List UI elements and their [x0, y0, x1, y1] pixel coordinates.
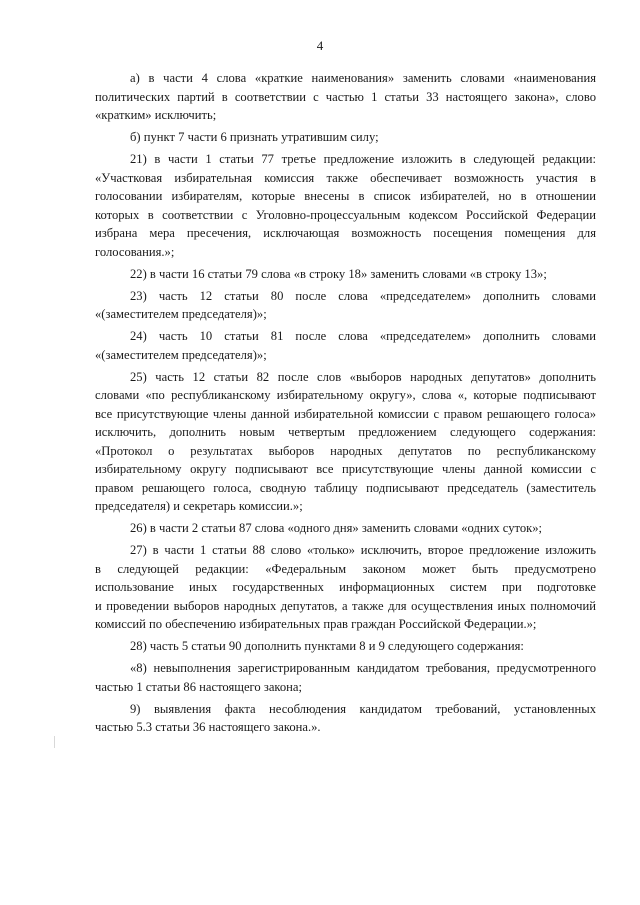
text-line: которых в соответствии с Уголовно-процессуальным кодексом Российской Федерации	[95, 207, 596, 222]
paragraph-item-26	[95, 519, 596, 538]
text-line: частью 1 статьи 86 настоящего закона;	[95, 679, 303, 694]
text-line: правом решающего голоса, сводную таблицу подписывают председатель (заместитель	[95, 480, 596, 495]
text-line: 9) выявления факта несоблюдения кандидатом требований, установленных	[130, 701, 596, 716]
text-line: «кратким» исключить;	[95, 108, 217, 123]
text-line: избирательному округу подписывают все присутствующие члены данной комиссии с	[95, 462, 596, 477]
text-line: 23) часть 12 статьи 80 после слова «председателем» дополнить словами	[130, 288, 596, 303]
paragraph-item-21	[95, 150, 596, 261]
page-number: 4	[316, 38, 324, 53]
paragraph-item-b	[95, 128, 596, 147]
text-line: «(заместителем председателя)»;	[95, 307, 267, 322]
scan-margin-mark	[54, 736, 55, 748]
text-line: 25) часть 12 статьи 82 после слов «выборов народных депутатов» дополнить	[130, 369, 596, 384]
text-line: 21) в части 1 статьи 77 третье предложение изложить в следующей редакции:	[130, 151, 596, 166]
text-line: голосования.»;	[95, 244, 175, 259]
paragraph-item-28-8	[95, 659, 596, 696]
text-line: а) в части 4 слова «краткие наименования» заменить словами «наименования	[130, 71, 596, 85]
text-line: б) пункт 7 части 6 признать утратившим силу;	[130, 130, 379, 145]
text-line: «(заместителем председателя)»;	[95, 347, 267, 362]
text-line: 22) в части 16 статьи 79 слова «в строку 18» заменить словами «в строку 13»;	[130, 266, 547, 281]
text-line: председателя) и секретарь комиссии.»;	[95, 499, 303, 514]
text-line: «Протокол о результатах выборов народных депутатов по республиканскому	[95, 443, 596, 458]
paragraph-item-28	[95, 637, 596, 656]
paragraph-item-22	[95, 265, 596, 284]
text-line: «8) невыполнения зарегистрированным кандидатом требования, предусмотренного	[130, 661, 596, 676]
text-line: комиссий по обеспечению избирательных прав граждан Российской Федерации.»;	[95, 617, 537, 632]
paragraph-item-24	[95, 327, 596, 364]
text-line: 24) часть 10 статьи 81 после слова «председателем» дополнить словами	[130, 329, 596, 344]
text-line: голосовании избирателям, которые внесены в список избирателей, но в отношении	[95, 189, 596, 204]
document-body	[95, 69, 596, 740]
text-line: 28) часть 5 статьи 90 дополнить пунктами 8 и 9 следующего содержания:	[130, 639, 524, 654]
paragraph-item-28-9	[95, 700, 596, 737]
text-line: 26) в части 2 статьи 87 слова «одного дня» заменить словами «одних суток»;	[130, 521, 543, 536]
text-line: «Участковая избирательная комиссия также обеспечивает возможность участия в	[95, 170, 596, 185]
paragraph-item-27	[95, 541, 596, 634]
text-line: частью 5.3 статьи 36 настоящего закона.».	[95, 720, 321, 735]
text-line: политических партий в соответствии с частью 1 статьи 33 настоящего закона», слово	[95, 89, 596, 104]
text-line: и проведении выборов народных депутатов, а также для осуществления иных полномочий	[95, 598, 596, 613]
text-line: 27) в части 1 статьи 88 слово «только» исключить, второе предложение изложить	[130, 543, 596, 558]
text-line: в следующей редакции: «Федеральным законом может быть предусмотрено	[95, 561, 596, 576]
text-line: избрана мера пресечения, исключающая возможность посещения помещения для	[95, 226, 596, 241]
paragraph-item-a	[95, 69, 596, 125]
paragraph-item-25	[95, 368, 596, 516]
text-line: все присутствующие члены данной избирательной комиссии с правом решающего голоса»	[95, 406, 596, 421]
text-line: словами «по республиканскому избирательному округу», слова «, которые подписывают	[95, 388, 596, 403]
paragraph-item-23	[95, 287, 596, 324]
text-line: исключить, дополнить новым четвертым предложением следующего содержания:	[95, 425, 596, 440]
text-line: использование иных государственных информационных систем при подготовке	[95, 580, 596, 595]
